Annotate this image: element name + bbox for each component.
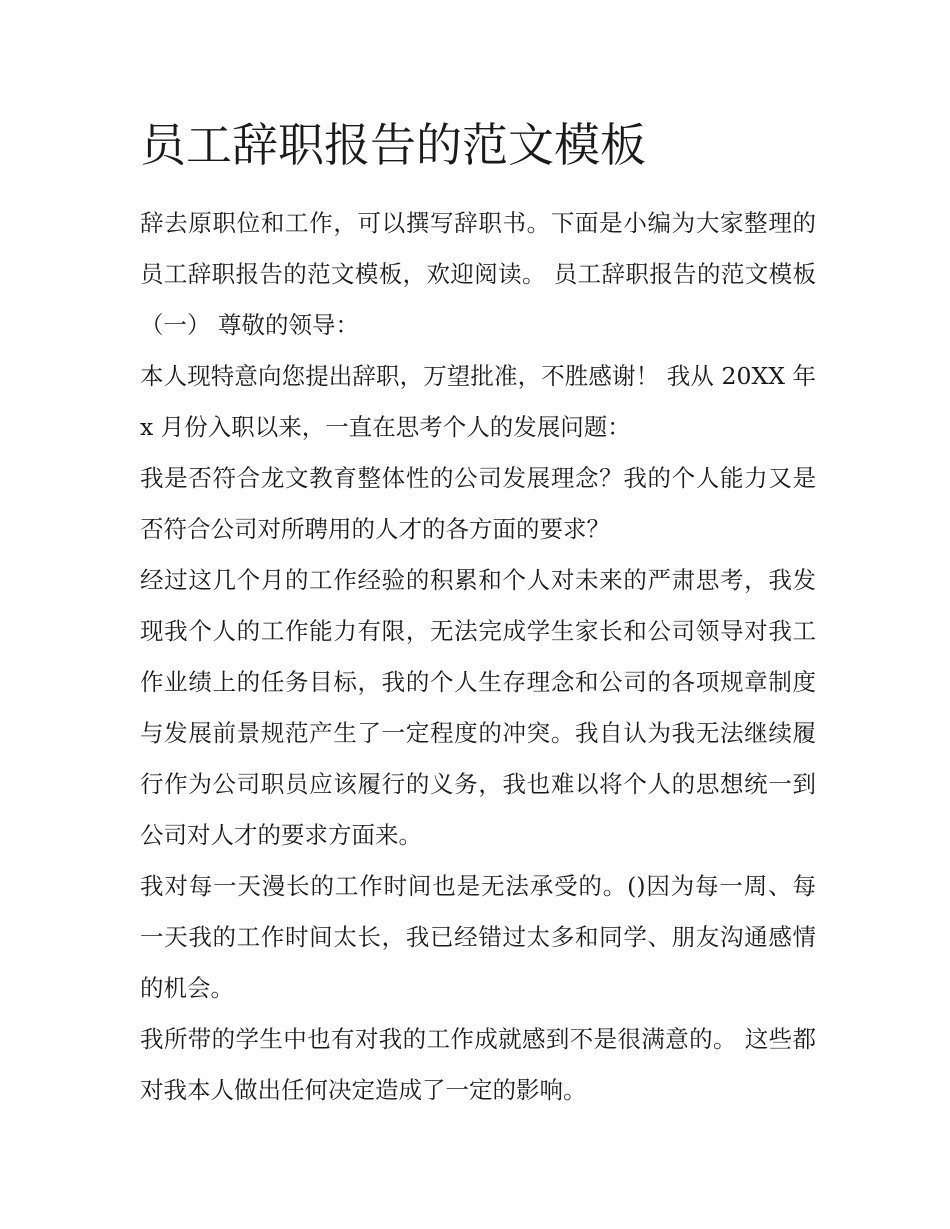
document-title: 员工辞职报告的范文模板 [140,118,646,172]
paragraph-work-hours: 我对每一天漫长的工作时间也是无法承受的。()因为每一周、每一天我的工作时间太长，我已经错过太多和同学、朋友沟通感情的机会。 [140,872,816,1002]
paragraph-intro: 辞去原职位和工作，可以撰写辞职书。下面是小编为大家整理的员工辞职报告的范文模板，欢迎阅读。 员工辞职报告的范文模板（一） 尊敬的领导： [140,209,816,339]
paragraph-students: 我所带的学生中也有对我的工作成就感到不是很满意的。 这些都对我本人做出任何决定造成了一定的影响。 [140,1025,816,1104]
paragraph-self-question: 我是否符合龙文教育整体性的公司发展理念？我的个人能力又是否符合公司对所聘用的人才的各方面的要求？ [140,464,816,543]
document-body [140,198,816,1116]
paragraph-reflection: 经过这几个月的工作经验的积累和个人对未来的严肃思考，我发现我个人的工作能力有限，无法完成学生家长和公司领导对我工作业绩上的任务目标，我的个人生存理念和公司的各项规章制度与发展前景规范产生了一定程度的冲突。我自认为我无法继续履行作为公司职员应该履行的义务，我也难以将个人的思想统一到公司对人才的要求方面来。 [140,566,816,849]
paragraph-resignation-request: 本人现特意向您提出辞职，万望批准，不胜感谢！ 我从 20XX 年 x 月份入职以来，一直在思考个人的发展问题： [140,362,816,441]
